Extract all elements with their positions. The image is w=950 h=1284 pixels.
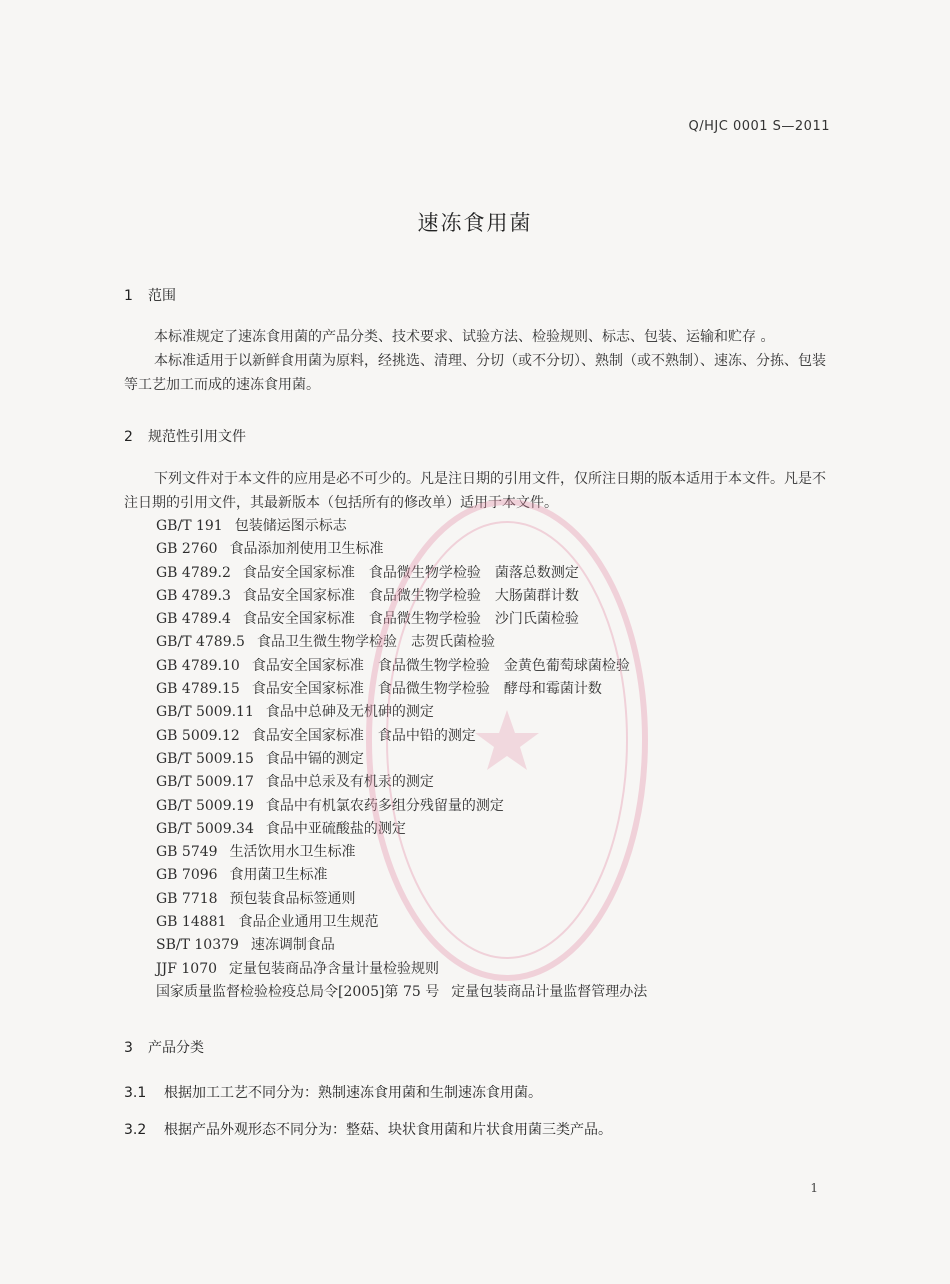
section-number: 1 <box>124 288 133 304</box>
reference-code: GB 4789.2 <box>156 564 231 581</box>
reference-item <box>156 678 647 701</box>
page-number: 1 <box>810 1181 818 1195</box>
reference-item <box>156 655 647 678</box>
reference-code: 国家质量监督检验检疫总局令[2005]第 75 号 <box>156 983 440 1000</box>
reference-item <box>156 562 647 585</box>
reference-item <box>156 701 647 724</box>
reference-name: 食品安全国家标准 食品中铅的测定 <box>251 727 476 744</box>
reference-code: GB/T 191 <box>156 518 223 534</box>
reference-item <box>156 771 647 794</box>
reference-name: 食品安全国家标准 食品微生物学检验 酵母和霉菌计数 <box>251 681 602 698</box>
reference-code: GB 4789.15 <box>156 681 240 698</box>
reference-code: GB 2760 <box>156 541 218 558</box>
document-title: 速冻食用菌 <box>417 211 533 235</box>
reference-name: 定量包装商品计量监督管理办法 <box>451 983 648 1000</box>
classification-item <box>124 1119 612 1139</box>
reference-item <box>156 585 647 608</box>
reference-code: GB 5009.12 <box>156 727 240 744</box>
reference-item <box>156 818 647 841</box>
reference-name: 食用菌卫生标准 <box>229 867 328 884</box>
reference-name: 包装储运图示标志 <box>234 518 347 534</box>
item-number: 3.2 <box>124 1122 147 1138</box>
reference-name: 食品安全国家标准 食品微生物学检验 金黄色葡萄球菌检验 <box>251 657 630 674</box>
reference-name: 定量包装商品净含量计量检验规则 <box>229 960 440 977</box>
section-1-heading <box>124 285 176 305</box>
section-title: 规范性引用文件 <box>148 429 246 445</box>
standard-code: Q/HJC 0001 S—2011 <box>688 119 830 134</box>
normative-intro: 下列文件对于本文件的应用是必不可少的。凡是注日期的引用文件，仅所注日期的版本适用于本文件。凡是不注日期的引用文件，其最新版本（包括所有的修改单）适用于本文件。 <box>124 471 826 511</box>
reference-code: GB/T 5009.11 <box>156 704 254 721</box>
reference-name: 生活饮用水卫生标准 <box>229 844 356 861</box>
reference-name: 食品中亚硫酸盐的测定 <box>265 820 406 837</box>
reference-item <box>156 864 647 887</box>
reference-code: GB 7096 <box>156 867 218 884</box>
reference-item <box>156 515 647 538</box>
reference-item <box>156 748 647 771</box>
reference-name: 食品安全国家标准 食品微生物学检验 沙门氏菌检验 <box>242 611 579 628</box>
reference-name: 食品中镉的测定 <box>265 750 364 767</box>
reference-code: GB/T 5009.15 <box>156 750 254 767</box>
classification-item <box>124 1082 542 1102</box>
section-title: 范围 <box>148 288 176 304</box>
reference-item <box>156 911 647 934</box>
reference-code: GB/T 5009.19 <box>156 797 254 814</box>
item-number: 3.1 <box>124 1085 147 1101</box>
reference-item <box>156 981 647 1004</box>
reference-name: 食品安全国家标准 食品微生物学检验 菌落总数测定 <box>242 564 579 581</box>
section-3-heading <box>124 1037 204 1057</box>
reference-code: SB/T 10379 <box>156 937 239 954</box>
reference-item <box>156 725 647 748</box>
reference-code: GB 14881 <box>156 914 227 931</box>
section-number: 3 <box>124 1040 133 1056</box>
reference-name: 食品中有机氯农药多组分残留量的测定 <box>265 797 504 814</box>
reference-name: 食品中总汞及有机汞的测定 <box>265 774 434 791</box>
reference-code: GB/T 5009.17 <box>156 774 254 791</box>
reference-item <box>156 538 647 561</box>
reference-item <box>156 795 647 818</box>
reference-name: 速冻调制食品 <box>250 937 335 954</box>
reference-item <box>156 888 647 911</box>
reference-name: 食品添加剂使用卫生标准 <box>229 541 384 558</box>
reference-name: 食品中总砷及无机砷的测定 <box>265 704 434 721</box>
reference-name: 食品企业通用卫生规范 <box>238 914 379 931</box>
item-text: 根据产品外观形态不同分为：整菇、块状食用菌和片状食用菌三类产品。 <box>164 1122 612 1138</box>
reference-item <box>156 608 647 631</box>
item-text: 根据加工工艺不同分为：熟制速冻食用菌和生制速冻食用菌。 <box>164 1085 542 1101</box>
section-2-heading <box>124 426 246 446</box>
scope-paragraph-1: 本标准规定了速冻食用菌的产品分类、技术要求、试验方法、检验规则、标志、包装、运输和贮存 。 <box>154 329 775 345</box>
reference-code: GB 4789.10 <box>156 657 240 674</box>
reference-item <box>156 934 647 957</box>
reference-list <box>156 515 647 1004</box>
reference-item <box>156 631 647 654</box>
reference-item <box>156 958 647 981</box>
reference-code: JJF 1070 <box>156 960 218 977</box>
reference-code: GB/T 5009.34 <box>156 820 254 837</box>
reference-name: 预包装食品标签通则 <box>229 890 356 907</box>
reference-code: GB 7718 <box>156 890 218 907</box>
scope-paragraph-2: 本标准适用于以新鲜食用菌为原料，经挑选、清理、分切（或不分切）、熟制（或不熟制）、速冻、分拣、包装等工艺加工而成的速冻食用菌。 <box>124 353 826 393</box>
reference-code: GB 5749 <box>156 844 218 861</box>
reference-name: 食品卫生微生物学检验 志贺氏菌检验 <box>256 634 495 651</box>
section-title: 产品分类 <box>148 1040 204 1056</box>
reference-name: 食品安全国家标准 食品微生物学检验 大肠菌群计数 <box>242 587 579 604</box>
section-number: 2 <box>124 429 133 445</box>
reference-code: GB 4789.4 <box>156 611 231 628</box>
reference-code: GB/T 4789.5 <box>156 634 245 651</box>
reference-code: GB 4789.3 <box>156 587 231 604</box>
reference-item <box>156 841 647 864</box>
